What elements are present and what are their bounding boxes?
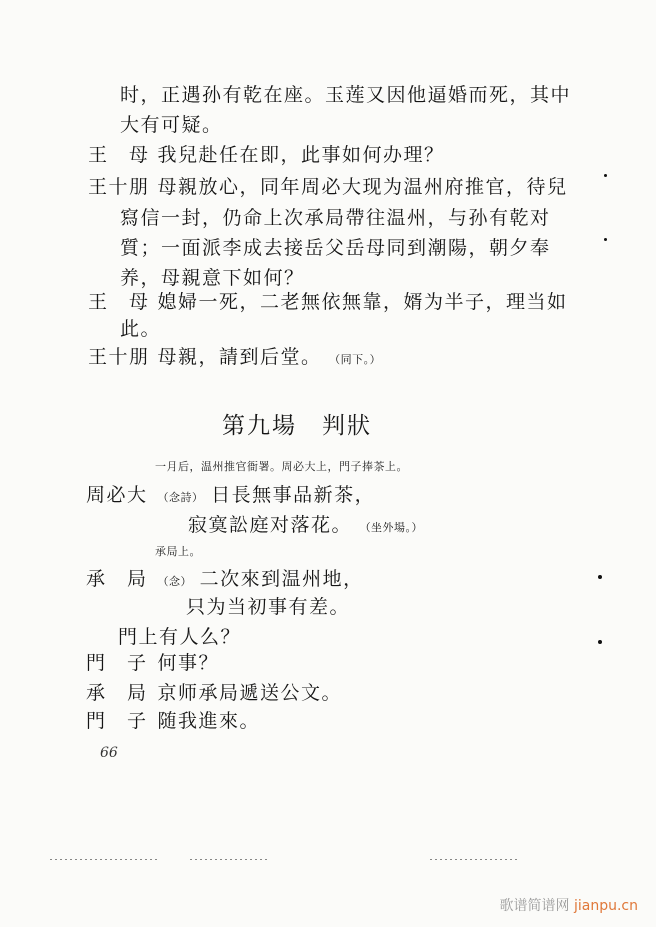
- scan-mark: [598, 640, 602, 644]
- stage-direction: 一月后，温州推官衙署。周必大上，門子捧茶上。: [155, 460, 408, 473]
- dialogue-line: [120, 267, 305, 289]
- speaker-name: 承 局: [86, 568, 148, 590]
- dialogue-line: [86, 484, 375, 509]
- line-text: 寂寞訟庭对落花。: [188, 514, 353, 536]
- line-text: 我兒赴任在即，此事如何办理？: [157, 144, 445, 166]
- dialogue-line: [118, 626, 241, 648]
- scene-title: 第九場 判狀: [222, 413, 372, 439]
- line-text: 养，母親意下如何？: [120, 267, 305, 289]
- dialogue-line: [86, 652, 219, 674]
- line-text: 大有可疑。: [120, 114, 223, 136]
- stage-note: （同下。）: [329, 353, 382, 366]
- line-text: 时，正遇孙有乾在座。玉莲又因他逼婚而死，其中: [120, 84, 572, 106]
- dialogue-line: [88, 291, 568, 313]
- line-text: 只为当初事有差。: [186, 596, 351, 618]
- cue: （念詩）: [157, 491, 204, 504]
- speaker-name: 王十朋: [88, 176, 150, 198]
- speaker-name: 門 子: [86, 710, 148, 732]
- dialogue-line: [88, 346, 381, 371]
- watermark-cn: 歌谱简谱网: [499, 898, 570, 914]
- dialogue-line: [188, 514, 423, 539]
- line-text: 寫信一封，仍命上次承局帶往温州，与孙有乾对: [120, 207, 551, 229]
- line-text: 何事？: [157, 652, 220, 674]
- line-text: 母親，請到后堂。: [157, 346, 322, 368]
- speaker-name: 王 母: [88, 144, 150, 166]
- watermark-en: jianpu.cn: [573, 898, 638, 914]
- dialogue-line: [86, 682, 342, 704]
- page-number: 66: [100, 745, 118, 761]
- dialogue-line: [120, 84, 571, 106]
- speaker-name: 王 母: [88, 291, 150, 313]
- scan-rule: [430, 859, 520, 860]
- dialogue-line: [86, 568, 364, 593]
- line-text: 日長無事品新茶，: [211, 484, 376, 506]
- line-text: 京师承局遞送公文。: [157, 682, 343, 704]
- line-text: 門上有人么？: [118, 626, 242, 648]
- speaker-name: 承 局: [86, 682, 148, 704]
- dialogue-line: [120, 114, 223, 136]
- line-text: 二次來到温州地，: [199, 568, 364, 590]
- cue: （念）: [157, 575, 193, 588]
- dialogue-line: [120, 318, 161, 340]
- line-text: 質；一面派李成去接岳父岳母同到潮陽，朝夕奉: [120, 237, 551, 259]
- speaker-name: 周必大: [86, 484, 148, 506]
- scan-mark: [598, 575, 602, 579]
- stage-direction: 承局上。: [155, 545, 201, 558]
- line-text: 随我進來。: [157, 710, 261, 732]
- scan-rule: [50, 859, 160, 860]
- scan-mark: [604, 174, 607, 177]
- scan-rule: [190, 859, 270, 860]
- dialogue-line: [120, 207, 551, 229]
- dialogue-line: [186, 596, 350, 618]
- line-text: 媳婦一死，二老無依無靠，婿为半子，理当如: [157, 291, 568, 313]
- line-text: 母親放心，同年周必大现为温州府推官，待兒: [157, 176, 568, 198]
- speaker-name: 門 子: [86, 652, 148, 674]
- dialogue-line: [120, 237, 551, 259]
- dialogue-line: [88, 176, 568, 198]
- scan-mark: [604, 238, 607, 241]
- watermark: [500, 895, 638, 915]
- dialogue-line: [88, 144, 445, 166]
- speaker-name: 王十朋: [88, 346, 150, 368]
- dialogue-line: [86, 710, 260, 732]
- stage-note: （坐外場。）: [359, 521, 424, 534]
- line-text: 此。: [120, 318, 162, 340]
